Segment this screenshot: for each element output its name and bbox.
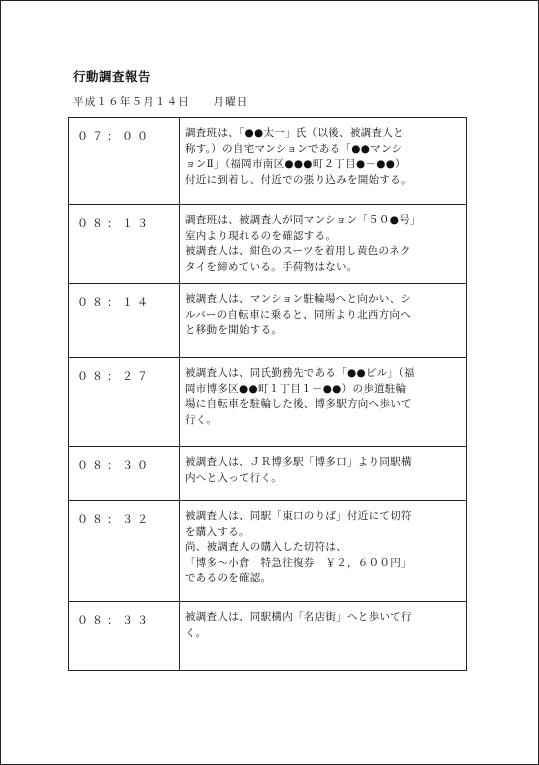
- log-time: ０８：１３: [69, 205, 180, 284]
- log-row: [69, 358, 467, 447]
- log-description-line: く。: [185, 626, 207, 639]
- log-description-line: 内へと入って行く。: [185, 471, 282, 484]
- log-description: [180, 501, 467, 602]
- log-description-line: 場に自転車を駐輪した後、博多駅方向へ歩いて: [185, 398, 412, 410]
- log-description-line: であるのを確認。: [185, 572, 272, 584]
- log-description-line: を購入する。: [185, 525, 250, 538]
- log-description: [180, 358, 467, 447]
- log-description-line: ルバーの自転車に乗ると、同所より北西方向へ: [185, 308, 412, 321]
- log-description-line: 被調査人は、同氏勤務先である「●●ビル」（福: [185, 367, 415, 379]
- log-row: [69, 447, 467, 501]
- activity-log-table: [68, 117, 467, 671]
- log-time: ０８：３０: [69, 447, 180, 501]
- log-row: [69, 602, 467, 671]
- log-time: ０８：１４: [69, 284, 180, 358]
- log-description-line: 行く。: [185, 413, 218, 426]
- log-description-line: 調査班は、「●●太一」氏（以後、被調査人と: [185, 127, 404, 139]
- log-description-line: 調査班は、被調査人が同マンション「５０●号」: [185, 214, 421, 226]
- activity-log-body: [69, 118, 467, 671]
- log-time: ０７：００: [69, 118, 180, 205]
- log-description-line: 付近に到着し、付近での張り込みを開始する。: [185, 173, 412, 186]
- log-description-line: 室内より現れるのを確認する。: [185, 229, 337, 242]
- log-description-line: ョンⅡ」（福岡市南区●●●町２丁目●－●●）: [185, 158, 406, 170]
- log-row: [69, 501, 467, 602]
- log-row: [69, 118, 467, 205]
- report-title: 行動調査報告: [73, 69, 152, 84]
- log-description-line: 尚、被調査人の購入した切符は、: [185, 541, 347, 553]
- log-description-line: 「博多～小倉 特急往復券 ￥２，６００円」: [185, 556, 412, 569]
- log-description-line: 被調査人は、紺色のスーツを着用し黄色のネク: [185, 245, 411, 257]
- log-description: [180, 447, 467, 501]
- log-description-line: 被調査人は、同駅「東口のりば」付近にて切符: [185, 510, 412, 522]
- log-time: ０８：２７: [69, 358, 180, 447]
- log-description-line: と移動を開始する。: [185, 324, 283, 336]
- log-description-line: 岡市博多区●●町１丁目１－●●）の歩道駐輪: [185, 382, 407, 395]
- log-description-line: 被調査人は、マンション駐輪場へと向かい、シ: [185, 293, 412, 305]
- log-time: ０８：３２: [69, 501, 180, 602]
- log-description-line: 称す。）の自宅マンションである「●●マンシ: [185, 142, 403, 155]
- log-description: [180, 284, 467, 358]
- log-time: ０８：３３: [69, 602, 180, 671]
- report-date: 平成１６年５月１４日 月曜日: [73, 96, 249, 108]
- log-description: [180, 118, 467, 205]
- log-row: [69, 205, 467, 284]
- log-description-line: 被調査人は、同駅構内「名店街」へと歩いて行: [185, 611, 412, 623]
- log-description: [180, 602, 467, 671]
- log-description: [180, 205, 467, 284]
- log-row: [69, 284, 467, 358]
- log-description-line: 被調査人は、ＪＲ博多駅「博多口」より同駅構: [185, 456, 412, 468]
- log-description-line: タイを締めている。手荷物はない。: [185, 260, 358, 273]
